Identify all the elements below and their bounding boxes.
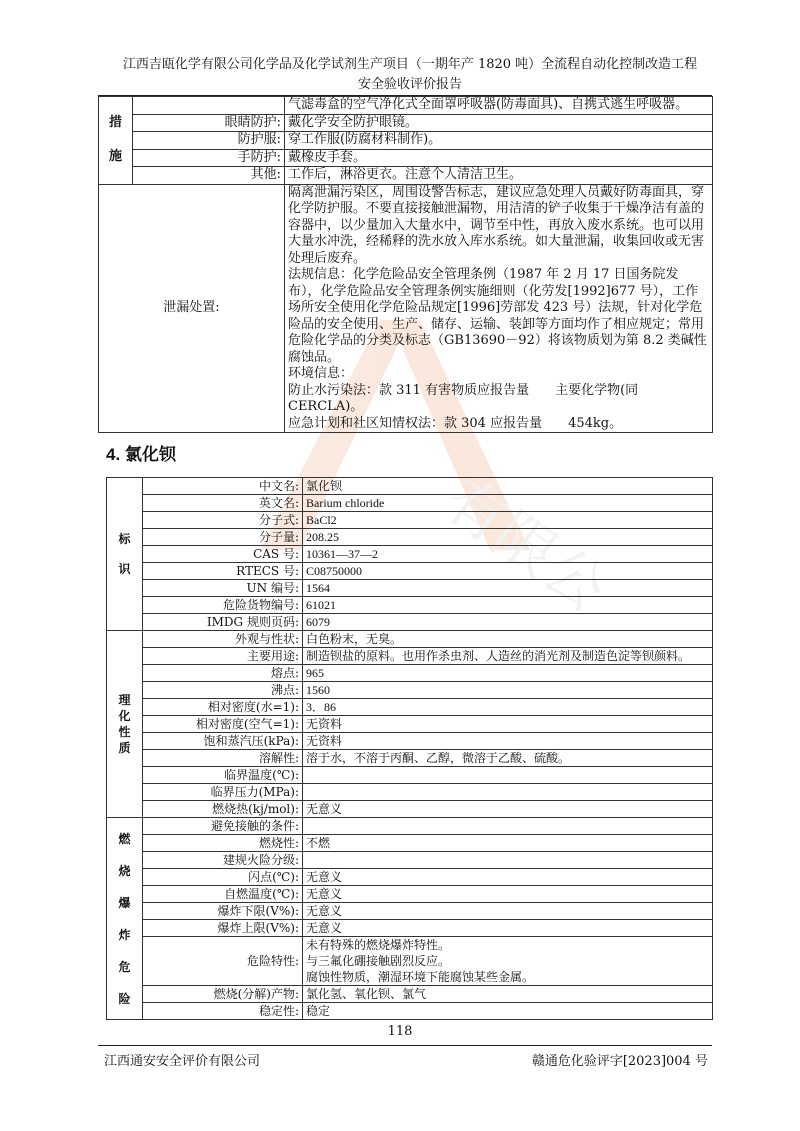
main-use-label: 主要用途: — [143, 648, 303, 665]
table-row — [107, 835, 713, 852]
melting-point-label: 熔点: — [143, 665, 303, 682]
un-number-label: UN 编号: — [143, 580, 303, 597]
flash-point-label: 闪点(℃): — [143, 869, 303, 886]
combustion-heat-label: 燃烧热(kj/mol): — [143, 801, 303, 818]
table-row — [107, 920, 713, 937]
dangerous-goods-value: 61021 — [303, 597, 713, 614]
footer-divider — [98, 1045, 712, 1046]
rtecs-label: RTECS 号: — [143, 563, 303, 580]
boiling-point-value: 1560 — [303, 682, 713, 699]
table-row — [99, 184, 713, 433]
table-row — [107, 478, 713, 495]
table-row — [107, 767, 713, 784]
table-row — [107, 852, 713, 869]
hazard-properties-label: 危险特性: — [143, 937, 303, 986]
combustion-heat-value: 无意义 — [303, 801, 713, 818]
appearance-value: 白色粉末，无臭。 — [303, 631, 713, 648]
combustion-products-value: 氯化氢、氧化钡、氯气 — [303, 986, 713, 1003]
hazard-line: 未有特殊的燃烧爆炸特性。 — [306, 938, 451, 952]
leak-handling-label: 泄漏处置: — [99, 184, 285, 433]
table-row — [107, 665, 713, 682]
lower-explosive-limit-value: 无意义 — [303, 903, 713, 920]
melting-point-value: 965 — [303, 665, 713, 682]
critical-pressure-label: 临界压力(MPa): — [143, 784, 303, 801]
fire-class-value — [303, 852, 713, 869]
boiling-point-label: 沸点: — [143, 682, 303, 699]
category-char: 措 — [108, 114, 122, 130]
table-row — [107, 648, 713, 665]
table-row — [99, 114, 713, 132]
regulation-paragraph: 法规信息：化学危险品安全管理条例（1987 年 2 月 17 日国务院发布），化学危险品安全管理条例实施细则（化劳发[1992]677 号），工作场所安全使用化学危险品规定[1996]劳部发 423 号）法规，针对化学危险品的安全使用、生产、储存、运输、装卸等方面均作了相应规定；常用危险化学品的分类及标志（GB13690－92）将该物质划为第 8.2 类碱性腐蚀品。 — [288, 267, 707, 365]
other-measures-value: 工作后，淋浴更衣。注意个人清洁卫生。 — [285, 167, 713, 185]
table-row — [107, 597, 713, 614]
leak-paragraph: 隔离泄漏污染区，周围设警告标志，建议应急处理人员戴好防毒面具，穿化学防护服。不要直接接触泄漏物，用洁清的铲子收集于干燥净洁有盖的容器中，以少量加入大量水中，调节至中性，再放入废水系统。也可以用大量水冲洗，经稀释的洗水放入库水系统。如大量泄漏，收集回收或无害处理后废弃。 — [288, 184, 705, 266]
table-row — [107, 614, 713, 631]
avoid-conditions-label: 避免接触的条件: — [143, 818, 303, 835]
table-row — [107, 512, 713, 529]
table-row — [107, 529, 713, 546]
respiratory-label-cell — [133, 97, 285, 115]
respiratory-protection-value: 气滤毒盒的空气净化式全面罩呼吸器(防毒面具)、自携式逃生呼吸器。 — [285, 97, 713, 115]
category-char: 烧 — [118, 863, 131, 878]
water-pollution-line: 防止水污染法：款 311 有害物质应报告量 主要化学物(同 CERCLA)。 — [288, 382, 639, 414]
english-name-value: Barium chloride — [303, 495, 713, 512]
autoignition-label: 自燃温度(℃): — [143, 886, 303, 903]
table-row — [107, 580, 713, 597]
footer-report-number: 赣通危化验评字[2023]004 号 — [531, 1054, 708, 1069]
table-row — [107, 886, 713, 903]
category-char: 性 — [118, 725, 131, 739]
upper-explosive-limit-label: 爆炸上限(V%): — [143, 920, 303, 937]
table-row — [107, 699, 713, 716]
eye-protection-value: 戴化学安全防护眼镜。 — [285, 114, 713, 132]
vapor-pressure-label: 饱和蒸汽压(kPa): — [143, 733, 303, 750]
category-char: 危 — [118, 959, 131, 974]
report-header-title: 江西吉瓯化学有限公司化学品及化学试剂生产项目（一期年产 1820 吨）全流程自动化控制改造工程 — [122, 57, 698, 72]
table-row — [107, 563, 713, 580]
category-char: 化 — [118, 709, 131, 723]
table-row — [107, 750, 713, 767]
rtecs-value: C08750000 — [303, 563, 713, 580]
formula-value: BaCl2 — [303, 512, 713, 529]
leak-handling-value — [285, 184, 713, 433]
section-title: 4. 氯化钡 — [106, 445, 176, 464]
category-char: 标 — [118, 532, 131, 546]
category-fire-hazard — [107, 818, 143, 1020]
environment-heading: 环境信息： — [288, 366, 354, 381]
table-row — [107, 903, 713, 920]
hand-protection-label: 手防护: — [133, 149, 285, 167]
un-number-value: 1564 — [303, 580, 713, 597]
protective-clothing-label: 防护服: — [133, 132, 285, 150]
page-number: 118 — [387, 1024, 413, 1039]
imdg-page-value: 6079 — [303, 614, 713, 631]
density-air-label: 相对密度(空气=1): — [143, 716, 303, 733]
category-measures — [99, 97, 133, 185]
table-row — [99, 132, 713, 150]
table-row — [107, 986, 713, 1003]
critical-temp-value — [303, 767, 713, 784]
table-row — [107, 682, 713, 699]
hazard-line: 与三氟化硼接触剧烈反应。 — [306, 954, 451, 968]
chinese-name-label: 中文名: — [143, 478, 303, 495]
category-char: 施 — [108, 149, 122, 165]
category-char: 理 — [118, 693, 131, 707]
table-row — [107, 801, 713, 818]
solubility-label: 溶解性: — [143, 750, 303, 767]
density-water-value: 3．86 — [303, 699, 713, 716]
protective-clothing-value: 穿工作服(防腐材料制作)。 — [285, 132, 713, 150]
table-row — [107, 716, 713, 733]
category-char: 质 — [118, 741, 131, 755]
emergency-plan-line: 应急计划和社区知情权法：款 304 应报告量 454kg。 — [288, 415, 623, 431]
table-row — [107, 937, 713, 986]
table-row — [107, 546, 713, 563]
upper-explosive-limit-value: 无意义 — [303, 920, 713, 937]
lower-explosive-limit-label: 爆炸下限(V%): — [143, 903, 303, 920]
critical-temp-label: 临界温度(℃): — [143, 767, 303, 784]
cas-label: CAS 号: — [143, 546, 303, 563]
combustion-products-label: 燃烧(分解)产物: — [143, 986, 303, 1003]
watermark-text: 有限公 — [431, 464, 619, 626]
formula-label: 分子式: — [143, 512, 303, 529]
category-char: 识 — [118, 562, 131, 576]
autoignition-value: 无意义 — [303, 886, 713, 903]
table-row — [107, 784, 713, 801]
avoid-conditions-value — [303, 818, 713, 835]
category-physchem — [107, 631, 143, 818]
table-row — [99, 149, 713, 167]
footer-company: 江西通安安全评价有限公司 — [104, 1054, 261, 1069]
stability-label: 稳定性: — [143, 1003, 303, 1020]
hazard-properties-value — [303, 937, 713, 986]
category-identification — [107, 478, 143, 631]
molecular-weight-value: 208.25 — [303, 529, 713, 546]
dangerous-goods-label: 危险货物编号: — [143, 597, 303, 614]
molecular-weight-label: 分子量: — [143, 529, 303, 546]
table-row — [99, 97, 713, 115]
table-row — [99, 167, 713, 185]
other-measures-label: 其他: — [133, 167, 285, 185]
critical-pressure-value — [303, 784, 713, 801]
report-header-subtitle: 安全验收评价报告 — [357, 77, 462, 92]
imdg-page-label: IMDG 规则页码: — [143, 614, 303, 631]
eye-protection-label: 眼睛防护: — [133, 114, 285, 132]
english-name-label: 英文名: — [143, 495, 303, 512]
table-row — [107, 818, 713, 835]
substance-table — [106, 477, 713, 1020]
category-char: 炸 — [118, 927, 131, 942]
hand-protection-value: 戴橡皮手套。 — [285, 149, 713, 167]
chinese-name-value: 氯化钡 — [303, 478, 713, 495]
flammability-label: 燃烧性: — [143, 835, 303, 852]
category-char: 燃 — [118, 831, 131, 846]
category-char: 险 — [118, 991, 131, 1006]
main-use-value: 制造钡盐的原料。也用作杀虫剂、人造丝的消光剂及制造色淀等钡颜料。 — [303, 648, 713, 665]
vapor-pressure-value: 无资料 — [303, 733, 713, 750]
hazard-line: 腐蚀性物质，潮湿环境下能腐蚀某些金属。 — [306, 970, 535, 984]
table-row — [107, 495, 713, 512]
stability-value: 稳定 — [303, 1003, 713, 1020]
density-water-label: 相对密度(水=1): — [143, 699, 303, 716]
table-row — [107, 869, 713, 886]
flammability-value: 不燃 — [303, 835, 713, 852]
fire-class-label: 建规火险分级: — [143, 852, 303, 869]
appearance-label: 外观与性状: — [143, 631, 303, 648]
measures-table — [98, 96, 713, 433]
flash-point-value: 无意义 — [303, 869, 713, 886]
table-row — [107, 1003, 713, 1020]
cas-value: 10361—37—2 — [303, 546, 713, 563]
category-char: 爆 — [118, 895, 131, 910]
table-row — [107, 631, 713, 648]
density-air-value: 无资料 — [303, 716, 713, 733]
solubility-value: 溶于水，不溶于丙酮、乙醇，微溶于乙酸、硫酸。 — [303, 750, 713, 767]
table-row — [107, 733, 713, 750]
